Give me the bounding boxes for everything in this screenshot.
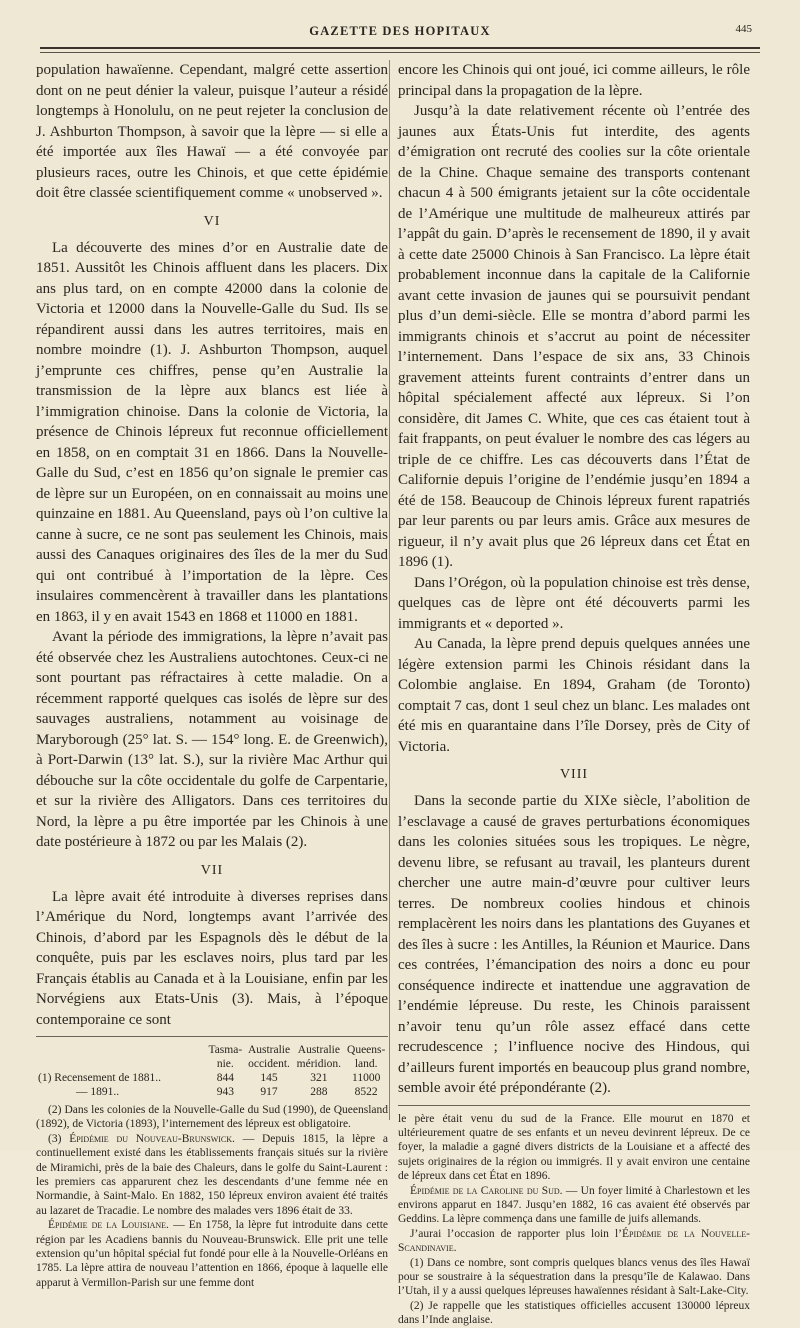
- page-number: 445: [735, 23, 752, 35]
- paragraph: Jusqu’à la date relativement récente où l’entrée des jaunes aux États-Unis fut interdite, des agents d’émigration ont recruté des coolies sur la côte orientale de la Chine. Chaque semaine des transports contenant chacun 4 à 500 émigrants jetaient sur la côte occidentale de l’Amérique une multitude de malheureux attirés par l’appât du gain. D’après le recensement de 1890, il y avait à cette date 25000 Chinois à San Francisco. La lèpre était probablement inconnue dans la capitale de la Californie avant cette invasion de jaunes qui se poursuivit pendant plus d’un demi-siècle. Elle se montra d’abord parmi les immigrants chinois et s’accrut au point de nécessiter l’internement. Dans l’espace de six ans, 33 Chinois gravement atteints furent contraints d’entrer dans un hôpital spécialement affecté aux lépreux. Si l’on considère, dit James C. White, que ces cas étaient tout à fait frappants, on peut évaluer le nombre des cas légers au triple de ce chiffre. Les cas découverts dans l’État de Californie depuis l’origine de l’endémie jusqu’en 1894 a été de 158. Beaucoup de Chinois lépreux furent rapatriés par leur parents ou par leurs amis. Grâce aux mesures de rigueur, il n’y avait plus que 26 lépreux dans cet État en 1896 (1).: [398, 103, 750, 570]
- footnote-text: — Un foyer limité à Charlestown et les environs apparut en 1847. Jusqu’en 1882, 16 cas avaient été observés par Geddins. La lèpre commença dans une famille de juifs allemands.: [398, 1184, 751, 1226]
- table-cell: 8522: [354, 1086, 378, 1098]
- paragraph: La découverte des mines d’or en Australie date de 1851. Aussitôt les Chinois affluent dans les placers. Dix ans plus tard, on en compte 42000 dans la colonie de Victoria et 12000 dans la Nouvelle-Galle du Sud. Ils se répandirent aussi dans les autres territoires, mais en nombre moindre (1). J. Ashburton Thompson, auquel j’emprunte ces chiffres, pense qu’en Australie la transmission de la lèpre aux blancs est liée à l’immigration chinoise. Dans la colonie de Victoria, la présence de Chinois lépreux fut reconnue officiellement en 1858, on en comptait 31 en 1866. Dans la Nouvelle-Galle du Sud, c’est en 1856 qu’on signale le premier cas de lèpre sur un Européen, on en connaissait au moins une quinzaine en 1881. Au Queensland, pays où l’on cultive la canne à sucre, ce ne sont pas seulement les Chinois, mais aussi des Canaques originaires des îles de la mer du Sud qui ont contribué à l’importation de la lèpre. Ces insulaires commencèrent à travailler dans les plantations en 1863, il y en avait 1543 en 1868 et 11000 en 1881.: [36, 239, 388, 625]
- paragraph: population hawaïenne. Cependant, malgré cette assertion dont on ne peut dénier la valeur, puisque l’auteur a résidé longtemps à Honolulu, on ne peut rejeter la conclusion de J. Ashburton Thompson, à savoir que la lèpre — si elle a été importée aux îles Hawaï — a été convoyée par plusieurs races, outre les Chinois, et que cette épidémie doit être classée scientifiquement comme « unobserved ».: [36, 62, 388, 201]
- footnote: [398, 1184, 750, 1227]
- table-header: Queens-land.: [347, 1044, 386, 1070]
- paragraph: encore les Chinois qui ont joué, ici comme ailleurs, le rôle principal dans la propagation de la lèpre.: [398, 62, 750, 99]
- footnote-text: — En 1758, la lèpre fut introduite dans cette région par les Acadiens bannis du Nouveau-Brunswick. Elle prit une telle extension qu’un hôpital spécial fut fondé pour elle à la Nouvelle-Orléans en 1785. La lèpre attira de nouveau l’attention en 1866, époque à laquelle elle apparut à Vermillon-Parish sur une femme dont: [36, 1219, 388, 1289]
- section-heading: VIII: [559, 767, 589, 782]
- table-cell: 943: [216, 1086, 234, 1098]
- journal-title: GAZETTE DES HOPITAUX: [309, 24, 491, 38]
- footnote-heading: (3) Épidémie du Nouveau-Brunswick.: [48, 1132, 235, 1145]
- footnote: (2) Je rappelle que les statistiques officielles accusent 130000 lépreux dans l’Inde anglaise.: [398, 1299, 750, 1327]
- census-table: [36, 1043, 388, 1099]
- paragraph: Au Canada, la lèpre prend depuis quelques années une légère extension parmi les Chinois résidant dans la Colombie anglaise. En 1894, Graham (de Toronto) comptait 7 cas, dont 1 seul chez un blanc. Les malades ont été mis en quarantaine dans l’île Dorsey, près de City of Victoria.: [398, 636, 750, 755]
- footnote-rule: [398, 1105, 750, 1106]
- table-header: Tasma-nie.: [208, 1044, 243, 1070]
- table-cell: 288: [310, 1086, 328, 1098]
- footnote: [36, 1132, 388, 1218]
- footnote-rule: [36, 1036, 388, 1037]
- table-cell: 844: [216, 1072, 234, 1084]
- section-heading: VII: [200, 862, 224, 878]
- section-heading: VI: [203, 213, 221, 229]
- paragraph: Avant la période des immigrations, la lèpre n’avait pas été observée chez les Australiens autochtones. Ceux-ci ne sont pourtant pas réfractaires à cette maladie. On a récemment rapporté quelques cas isolés de lèpre sur des sauvages australiens, notamment au voisinage de Maryborough (25° lat. S. — 154° long. E. de Greenwich), à Port-Darwin (13° lat. S.), sur la rivière Mac Arthur qui débouche sur la côte occidentale du golfe de Carpentarie, et sur la rivière des Alligators. Dans ces territoires du Nord, la lèpre a pu être importée par les Chinois à une date postérieure à 1872 ou par les Malais (2).: [36, 629, 388, 850]
- footnote-text: — Depuis 1815, la lèpre a continuellement existé dans les établissements français situés sur la rivière de Miramichi, près de la baie des Chaleurs, dans le golfe du Saint-Laurent : les premiers cas apparurent chez les descendants d’une femme née en Normandie, à Saint-Malo. En 1882, 150 lépreux environ avaient été traités au lazaret de Tracadie. Le nombre des malades vers 1896 était de 33.: [36, 1132, 389, 1217]
- table-cell: 321: [310, 1072, 328, 1084]
- table-cell: 11000: [352, 1072, 381, 1084]
- table-header: Australie méridion.: [296, 1044, 342, 1070]
- footnote-text: J’aurai l’occasion de rapporter plus loin l’: [410, 1227, 622, 1240]
- table-cell: 917: [260, 1086, 278, 1098]
- footnote: (2) Dans les colonies de la Nouvelle-Galle du Sud (1990), de Queensland (1892), de Victoria (1893), l’internement des lépreux est obligatoire.: [36, 1104, 388, 1131]
- footnote: [398, 1227, 750, 1256]
- table-header: Australie occident.: [247, 1044, 291, 1070]
- column-divider: [389, 60, 390, 1120]
- paragraph: Dans la seconde partie du XIXe siècle, l’abolition de l’esclavage a causé de graves perturbations économiques dans les colonies situées sous les tropiques. Le nègre, devenu libre, se refusant au travail, les planteurs durent chercher une autre main-d’œuvre pour cultiver leurs terres. De nombreux coolies hindous et chinois remplacèrent les noirs dans les plantations des Guyanes et des îles à sucre : les Antilles, la Réunion et Maurice. Dans ces contrées, l’émancipation des noirs a donc eu pour conséquence indirecte et inattendue une aggravation de l’endémie lépreuse. Du reste, les Chinois paraissent n’avoir tenu qu’un rôle assez effacé dans cette recrudescence ; l’influence nocive des Hindous, qui d’ailleurs furent importés en beaucoup plus grand nombre, semble avoir été prépondérante (2).: [398, 793, 750, 1096]
- table-cell: — 1891..: [76, 1086, 120, 1098]
- header-rule-thin: [40, 52, 760, 53]
- footnote: [36, 1218, 388, 1290]
- table-cell: (1) Recensement de 1881..: [38, 1072, 161, 1084]
- footnote: le père était venu du sud de la France. Elle mourut en 1870 et ultérieurement quatre de ses enfants et un neveu devinrent lépreux. De ce foyer, la maladie a gagné divers districts de la Louisiane et a affecté des sujets originaires de la région ou immigrés. Il y avait environ une centaine de lépreux dans cet État en 1896.: [398, 1112, 750, 1183]
- footnote-heading: Épidémie de la Caroline du Sud.: [410, 1184, 563, 1197]
- right-column: [398, 60, 750, 1328]
- table-header-row: [36, 1043, 388, 1071]
- table-row: [36, 1085, 388, 1099]
- footnote: (1) Dans ce nombre, sont compris quelques blancs venus des îles Hawaï pour se soustraire à la séquestration dans la presqu’île de Kalawao. Dans l’Utah, il y a aussi quelques lépreuses hawaïennes résidant à Salt-Lake-City.: [398, 1256, 750, 1298]
- footnote-heading: Épidémie de la Louisiane.: [48, 1219, 169, 1232]
- table-header: [36, 1043, 206, 1071]
- footnote-heading: Épidémie de la Nouvelle-Scandinavie.: [398, 1227, 750, 1255]
- table-cell: 145: [260, 1072, 278, 1084]
- table-row: [36, 1071, 388, 1085]
- paragraph: Dans l’Orégon, où la population chinoise est très dense, quelques cas de lèpre ont été découverts parmi les immigrants et « deported ».: [398, 574, 750, 632]
- header-rule: [40, 47, 760, 49]
- running-header: [40, 20, 760, 46]
- paragraph: La lèpre avait été introduite à diverses reprises dans l’Amérique du Nord, longtemps avant l’arrivée des Chinois, d’abord par les Espagnols dès le début de la conquête, puis par les esclaves noirs, plus tard par les Français établis au Canada et à la Louisiane, enfin par les Norvégiens aux Etats-Unis (3). Mais, à l’époque contemporaine ce sont: [36, 888, 388, 1028]
- left-column: [36, 60, 388, 1290]
